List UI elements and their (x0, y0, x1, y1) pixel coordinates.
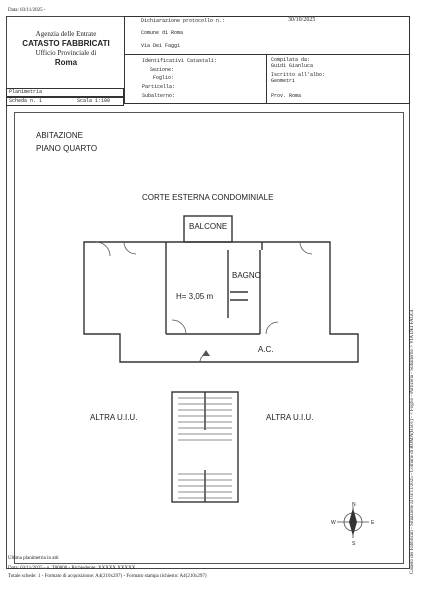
apartment-outline (84, 242, 358, 362)
iscritto-label: Iscritto all'albo: (271, 72, 326, 78)
protocol-label: Dichiarazione protocollo n.: (141, 18, 226, 24)
scala-label: Scala 1:100 (77, 98, 111, 104)
footer-totale: Totale schede: 1 - Formato di acquisizione: A4(210x297) - Formato stampa richiesto: A4(210x297) (8, 574, 207, 579)
protocol-date: 30/10/2025 (288, 17, 316, 23)
prov-label: Prov. Roma (271, 93, 302, 99)
subalterno-label: Subalterno: (142, 93, 176, 99)
compass-e: E (371, 520, 375, 526)
compass-w: W (331, 520, 336, 526)
altezza-label: H= 3,05 m (176, 292, 214, 301)
agency-line-1: Agenzia delle Entrate (35, 30, 97, 38)
foglio-label: Foglio: (153, 75, 175, 81)
balcone-label: BALCONE (189, 222, 228, 231)
altra-uiu-right: ALTRA U.I.U. (266, 413, 314, 422)
identificativi-title: Identificativi Catastali: (142, 58, 218, 64)
compass-icon (330, 500, 380, 546)
ac-label: A.C. (258, 345, 274, 354)
agency-line-4: Roma (54, 58, 78, 67)
agency-line-2: CATASTO FABBRICATI (22, 39, 110, 48)
compass-n: N (352, 502, 356, 508)
side-text: Catasto dei Fabbricati - Situazione al 03/11/2025 - Comune di ROMA(H501) - < Foglio - Particella - Subalterno > VIA DEI FAGGI (410, 309, 415, 574)
footer-date: Data: 03/11/2025 - n. T00000 - Richiedente: XXXXX XXXXX (8, 566, 136, 571)
comune: Comune di Roma (141, 30, 184, 36)
agency-line-3: Ufficio Provinciale di (35, 49, 97, 57)
abitazione-label: ABITAZIONE (36, 131, 83, 140)
bagno-label: BAGNO (232, 271, 261, 280)
particella-label: Particella: (142, 84, 176, 90)
piano-label: PIANO QUARTO (36, 144, 98, 153)
compass-s: S (352, 541, 356, 546)
scheda-label: Scheda n. 1 (9, 98, 43, 104)
footer-ultima: Ultima planimetria in atti (8, 556, 59, 561)
via: Via Dei Faggi (141, 43, 181, 49)
planimetria-label: Planimetria (9, 89, 43, 95)
iscritto-value: Geometri (271, 78, 296, 84)
top-date: Data: 03/11/2025 - (8, 8, 46, 13)
altra-uiu-left: ALTRA U.I.U. (90, 413, 138, 422)
sezione-label: Sezione: (150, 67, 175, 73)
compilata-name: Guidi Gianluca (271, 63, 314, 69)
compilata-label: Compilata da: (271, 57, 311, 63)
corte-label: CORTE ESTERNA CONDOMINIALE (142, 193, 274, 202)
